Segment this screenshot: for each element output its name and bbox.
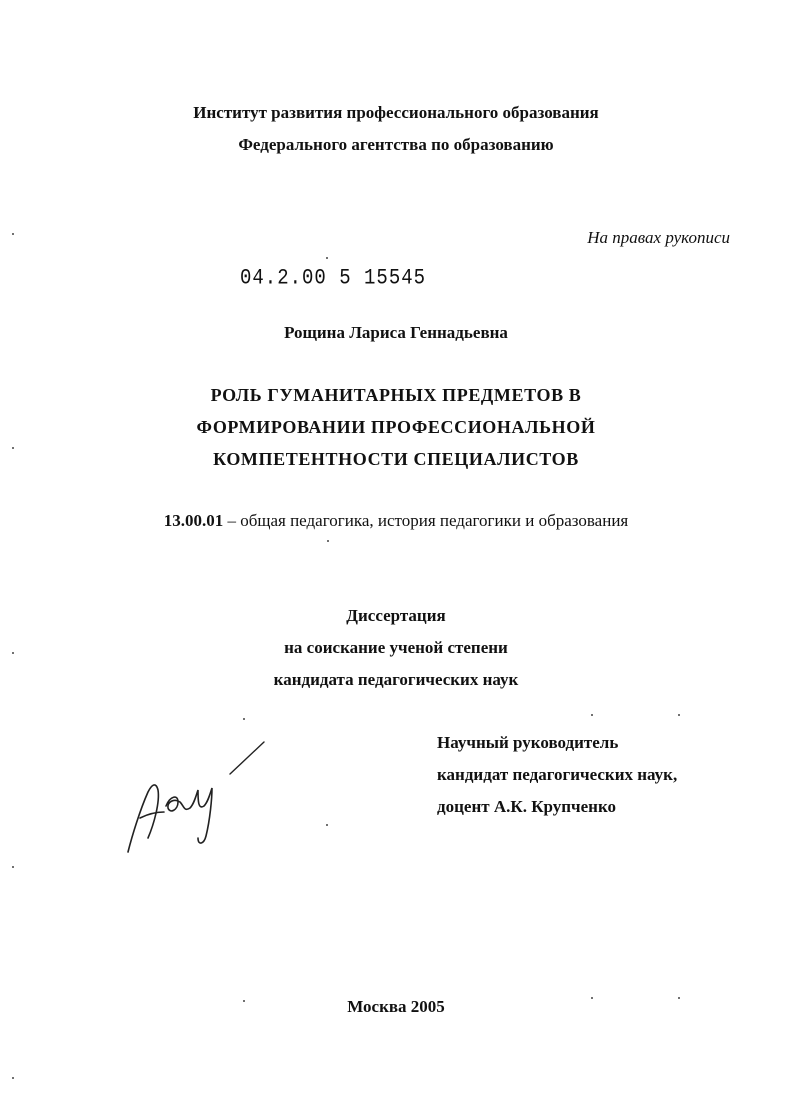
scan-speck	[326, 824, 328, 826]
author-name: Рощина Лариса Геннадьевна	[284, 323, 508, 342]
supervisor-degree: кандидат педагогических наук,	[437, 765, 678, 784]
handwritten-signature	[118, 740, 278, 860]
supervisor-label: Научный руководитель	[437, 733, 619, 752]
scan-speck	[12, 447, 14, 449]
scan-speck	[591, 997, 593, 999]
manuscript-note: На правах рукописи	[587, 228, 730, 247]
specialty-line	[0, 511, 792, 531]
scan-speck	[243, 718, 245, 720]
scan-speck	[326, 257, 328, 259]
specialty-description: – общая педагогика, история педагогики и образования	[223, 511, 629, 530]
scan-speck	[243, 1000, 245, 1002]
dissertation-label: Диссертация	[346, 606, 446, 625]
scan-speck	[12, 1077, 14, 1079]
registration-stamp: 04.2.00 5 15545	[240, 265, 427, 291]
title-line-2: ФОРМИРОВАНИИ ПРОФЕССИОНАЛЬНОЙ	[196, 417, 596, 437]
title-line-1: РОЛЬ ГУМАНИТАРНЫХ ПРЕДМЕТОВ В	[210, 385, 582, 405]
institute-line-1: Институт развития профессионального образования	[193, 103, 599, 122]
supervisor-name: доцент А.К. Крупченко	[437, 797, 617, 816]
scan-speck	[678, 714, 680, 716]
city-year: Москва 2005	[347, 997, 445, 1016]
scan-speck	[12, 866, 14, 868]
degree-line-2: кандидата педагогических наук	[273, 670, 519, 689]
institute-line-2: Федерального агентства по образованию	[238, 135, 554, 154]
scan-speck	[678, 997, 680, 999]
scan-speck	[591, 714, 593, 716]
scan-speck	[12, 652, 14, 654]
degree-line-1: на соискание ученой степени	[284, 638, 508, 657]
scan-speck	[12, 233, 14, 235]
specialty-code: 13.00.01	[163, 511, 224, 530]
title-line-3: КОМПЕТЕНТНОСТИ СПЕЦИАЛИСТОВ	[213, 449, 579, 469]
scan-speck	[327, 540, 329, 542]
